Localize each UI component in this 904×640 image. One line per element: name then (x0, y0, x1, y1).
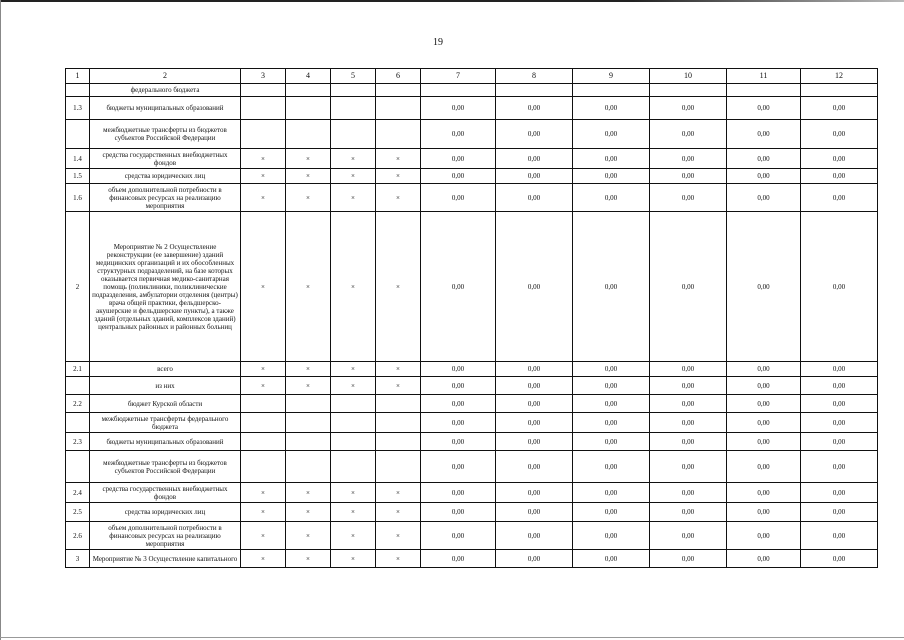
mark-cell (286, 433, 331, 451)
mark-cell (331, 97, 376, 120)
row-description-cell: средства юридических лиц (90, 503, 241, 522)
table-row (66, 451, 878, 483)
value-cell: 0,00 (650, 550, 727, 568)
value-cell: 0,00 (496, 120, 573, 149)
mark-cell: × (241, 212, 286, 362)
value-cell: 0,00 (727, 413, 801, 433)
page-number: 19 (433, 37, 443, 48)
value-cell: 0,00 (573, 120, 650, 149)
table-row (66, 212, 878, 362)
row-description-cell: бюджет Курской области (90, 395, 241, 413)
mark-cell: × (241, 522, 286, 550)
mark-cell: × (331, 184, 376, 212)
value-cell: 0,00 (727, 522, 801, 550)
value-cell: 0,00 (573, 503, 650, 522)
row-description-cell: Мероприятие № 3 Осуществление капитального (90, 550, 241, 568)
value-cell: 0,00 (727, 362, 801, 377)
mark-cell: × (241, 149, 286, 169)
column-header: 11 (727, 69, 801, 84)
value-cell: 0,00 (496, 212, 573, 362)
value-cell: 0,00 (421, 97, 496, 120)
mark-cell: × (376, 149, 421, 169)
value-cell: 0,00 (496, 362, 573, 377)
table-row (66, 84, 878, 97)
value-cell: 0,00 (573, 362, 650, 377)
value-cell: 0,00 (650, 522, 727, 550)
row-number-cell: 2.6 (66, 522, 90, 550)
table-row (66, 503, 878, 522)
mark-cell: × (286, 212, 331, 362)
value-cell (650, 84, 727, 97)
mark-cell: × (286, 169, 331, 184)
table-row (66, 184, 878, 212)
mark-cell (286, 451, 331, 483)
mark-cell (286, 413, 331, 433)
table-row (66, 120, 878, 149)
value-cell: 0,00 (421, 120, 496, 149)
column-header: 4 (286, 69, 331, 84)
row-number-cell: 2.5 (66, 503, 90, 522)
value-cell: 0,00 (496, 184, 573, 212)
mark-cell (331, 84, 376, 97)
mark-cell: × (331, 362, 376, 377)
value-cell: 0,00 (801, 413, 878, 433)
mark-cell: × (376, 550, 421, 568)
mark-cell (376, 120, 421, 149)
mark-cell: × (376, 377, 421, 395)
value-cell: 0,00 (801, 362, 878, 377)
mark-cell: × (286, 377, 331, 395)
column-header: 12 (801, 69, 878, 84)
mark-cell: × (241, 362, 286, 377)
value-cell: 0,00 (421, 433, 496, 451)
value-cell: 0,00 (573, 483, 650, 503)
value-cell: 0,00 (496, 395, 573, 413)
value-cell: 0,00 (421, 169, 496, 184)
mark-cell: × (331, 522, 376, 550)
value-cell (573, 84, 650, 97)
value-cell: 0,00 (650, 149, 727, 169)
table-row (66, 169, 878, 184)
mark-cell (376, 395, 421, 413)
row-number-cell: 1.6 (66, 184, 90, 212)
row-description-cell: бюджеты муниципальных образований (90, 97, 241, 120)
value-cell: 0,00 (727, 377, 801, 395)
table-row (66, 377, 878, 395)
value-cell: 0,00 (496, 433, 573, 451)
mark-cell: × (286, 483, 331, 503)
mark-cell: × (376, 483, 421, 503)
value-cell: 0,00 (650, 97, 727, 120)
scan-edge-bottom (0, 637, 904, 638)
column-header: 7 (421, 69, 496, 84)
value-cell: 0,00 (421, 212, 496, 362)
mark-cell (331, 451, 376, 483)
mark-cell: × (376, 212, 421, 362)
mark-cell (331, 413, 376, 433)
value-cell (727, 84, 801, 97)
value-cell: 0,00 (727, 169, 801, 184)
mark-cell: × (241, 550, 286, 568)
table-row (66, 433, 878, 451)
value-cell: 0,00 (496, 550, 573, 568)
row-description-cell: средства юридических лиц (90, 169, 241, 184)
row-number-cell: 2.2 (66, 395, 90, 413)
value-cell: 0,00 (496, 149, 573, 169)
value-cell: 0,00 (496, 503, 573, 522)
value-cell: 0,00 (573, 451, 650, 483)
mark-cell: × (241, 483, 286, 503)
table-row (66, 522, 878, 550)
mark-cell (331, 120, 376, 149)
value-cell: 0,00 (650, 503, 727, 522)
value-cell: 0,00 (650, 377, 727, 395)
value-cell: 0,00 (650, 212, 727, 362)
value-cell (801, 84, 878, 97)
table-row (66, 97, 878, 120)
row-description-cell: межбюджетные трансферты из бюджетов субъектов Российской Федерации (90, 120, 241, 149)
value-cell: 0,00 (727, 483, 801, 503)
value-cell: 0,00 (421, 149, 496, 169)
value-cell: 0,00 (573, 184, 650, 212)
value-cell: 0,00 (650, 169, 727, 184)
row-description-cell: объем дополнительной потребности в финансовых ресурсах на реализацию мероприятия (90, 522, 241, 550)
column-header: 5 (331, 69, 376, 84)
mark-cell (376, 451, 421, 483)
column-header: 10 (650, 69, 727, 84)
value-cell: 0,00 (801, 184, 878, 212)
mark-cell: × (376, 503, 421, 522)
mark-cell: × (286, 550, 331, 568)
mark-cell: × (286, 149, 331, 169)
value-cell: 0,00 (801, 169, 878, 184)
value-cell: 0,00 (496, 483, 573, 503)
value-cell: 0,00 (801, 503, 878, 522)
row-number-cell: 2 (66, 212, 90, 362)
value-cell: 0,00 (496, 522, 573, 550)
value-cell: 0,00 (801, 212, 878, 362)
value-cell: 0,00 (573, 169, 650, 184)
mark-cell (241, 413, 286, 433)
value-cell: 0,00 (421, 377, 496, 395)
value-cell: 0,00 (650, 433, 727, 451)
mark-cell (241, 451, 286, 483)
row-number-cell: 3 (66, 550, 90, 568)
table-row (66, 550, 878, 568)
value-cell: 0,00 (801, 451, 878, 483)
column-header: 6 (376, 69, 421, 84)
row-description-cell: средства государственных внебюджетных фондов (90, 149, 241, 169)
value-cell: 0,00 (496, 97, 573, 120)
row-description-cell: федерального бюджета (90, 84, 241, 97)
mark-cell: × (376, 362, 421, 377)
mark-cell: × (331, 377, 376, 395)
mark-cell: × (286, 184, 331, 212)
row-description-cell: объем дополнительной потребности в финансовых ресурсах на реализацию мероприятия (90, 184, 241, 212)
mark-cell (241, 433, 286, 451)
row-number-cell: 2.3 (66, 433, 90, 451)
mark-cell (286, 84, 331, 97)
value-cell: 0,00 (496, 169, 573, 184)
mark-cell (286, 395, 331, 413)
value-cell: 0,00 (727, 451, 801, 483)
mark-cell (331, 433, 376, 451)
mark-cell (241, 395, 286, 413)
mark-cell: × (241, 169, 286, 184)
mark-cell (241, 97, 286, 120)
scan-edge-left (0, 0, 1, 640)
mark-cell: × (331, 169, 376, 184)
mark-cell: × (331, 550, 376, 568)
value-cell: 0,00 (573, 433, 650, 451)
value-cell: 0,00 (421, 184, 496, 212)
value-cell (421, 84, 496, 97)
mark-cell: × (286, 522, 331, 550)
column-header: 2 (90, 69, 241, 84)
row-number-cell: 1.4 (66, 149, 90, 169)
row-number-cell (66, 413, 90, 433)
value-cell: 0,00 (801, 377, 878, 395)
value-cell: 0,00 (801, 483, 878, 503)
row-description-cell: из них (90, 377, 241, 395)
value-cell: 0,00 (727, 212, 801, 362)
value-cell: 0,00 (421, 483, 496, 503)
value-cell (496, 84, 573, 97)
value-cell: 0,00 (727, 97, 801, 120)
value-cell: 0,00 (727, 433, 801, 451)
mark-cell: × (286, 362, 331, 377)
mark-cell: × (331, 503, 376, 522)
value-cell: 0,00 (421, 503, 496, 522)
value-cell: 0,00 (801, 149, 878, 169)
row-number-cell (66, 84, 90, 97)
value-cell: 0,00 (801, 433, 878, 451)
value-cell: 0,00 (727, 395, 801, 413)
table-row (66, 149, 878, 169)
value-cell: 0,00 (727, 149, 801, 169)
mark-cell: × (241, 184, 286, 212)
value-cell: 0,00 (801, 395, 878, 413)
value-cell: 0,00 (496, 451, 573, 483)
row-number-cell: 2.4 (66, 483, 90, 503)
value-cell: 0,00 (573, 413, 650, 433)
mark-cell: × (331, 483, 376, 503)
value-cell: 0,00 (573, 395, 650, 413)
mark-cell: × (286, 503, 331, 522)
row-number-cell (66, 120, 90, 149)
value-cell: 0,00 (573, 377, 650, 395)
value-cell: 0,00 (650, 483, 727, 503)
value-cell: 0,00 (801, 550, 878, 568)
row-description-cell: средства государственных внебюджетных фондов (90, 483, 241, 503)
value-cell: 0,00 (801, 97, 878, 120)
table-row (66, 362, 878, 377)
value-cell: 0,00 (727, 550, 801, 568)
value-cell: 0,00 (573, 212, 650, 362)
row-description-cell: межбюджетные трансферты из бюджетов субъектов Российской Федерации (90, 451, 241, 483)
row-description-cell: межбюджетные трансферты федерального бюджета (90, 413, 241, 433)
mark-cell: × (376, 169, 421, 184)
row-number-cell: 1.5 (66, 169, 90, 184)
column-header: 3 (241, 69, 286, 84)
mark-cell: × (331, 212, 376, 362)
value-cell: 0,00 (727, 503, 801, 522)
value-cell: 0,00 (573, 522, 650, 550)
mark-cell (331, 395, 376, 413)
value-cell: 0,00 (650, 413, 727, 433)
row-number-cell (66, 377, 90, 395)
value-cell: 0,00 (573, 149, 650, 169)
value-cell: 0,00 (573, 550, 650, 568)
row-description-cell: бюджеты муниципальных образований (90, 433, 241, 451)
value-cell: 0,00 (650, 184, 727, 212)
mark-cell (376, 97, 421, 120)
row-number-cell: 2.1 (66, 362, 90, 377)
row-description-cell: Мероприятие № 2 Осуществление реконструкции (ее завершение) зданий медицинских организаций и их обособленных структурных подразделений, на базе которых оказывается первичная медико-санитарная помощь (поликлиники, поликлинические подразделения, амбулатории отделения (центры) врача общей практики, фельдшерско- акушерские и фельдшерские пункты), а также зданий (отдельных зданий, комплексов зданий) центральных районных и районных больниц (90, 212, 241, 362)
mark-cell: × (241, 377, 286, 395)
column-header: 1 (66, 69, 90, 84)
value-cell: 0,00 (727, 120, 801, 149)
value-cell: 0,00 (650, 451, 727, 483)
row-number-cell: 1.3 (66, 97, 90, 120)
column-header: 9 (573, 69, 650, 84)
column-number-header-row (66, 69, 878, 84)
value-cell: 0,00 (650, 395, 727, 413)
mark-cell (376, 84, 421, 97)
scan-edge-top (0, 0, 904, 2)
value-cell: 0,00 (421, 413, 496, 433)
value-cell: 0,00 (727, 184, 801, 212)
mark-cell (286, 120, 331, 149)
value-cell: 0,00 (421, 522, 496, 550)
value-cell: 0,00 (650, 362, 727, 377)
value-cell: 0,00 (421, 550, 496, 568)
row-description-cell: всего (90, 362, 241, 377)
mark-cell: × (241, 503, 286, 522)
financing-table (65, 68, 878, 568)
value-cell: 0,00 (496, 413, 573, 433)
mark-cell (376, 433, 421, 451)
value-cell: 0,00 (496, 377, 573, 395)
value-cell: 0,00 (421, 395, 496, 413)
value-cell: 0,00 (650, 120, 727, 149)
row-number-cell (66, 451, 90, 483)
value-cell: 0,00 (801, 120, 878, 149)
table-row (66, 483, 878, 503)
column-header: 8 (496, 69, 573, 84)
value-cell: 0,00 (421, 451, 496, 483)
mark-cell: × (331, 149, 376, 169)
table-row (66, 395, 878, 413)
mark-cell (241, 84, 286, 97)
value-cell: 0,00 (801, 522, 878, 550)
table-row (66, 413, 878, 433)
value-cell: 0,00 (573, 97, 650, 120)
mark-cell: × (376, 522, 421, 550)
mark-cell (241, 120, 286, 149)
mark-cell (286, 97, 331, 120)
mark-cell (376, 413, 421, 433)
value-cell: 0,00 (421, 362, 496, 377)
mark-cell: × (376, 184, 421, 212)
